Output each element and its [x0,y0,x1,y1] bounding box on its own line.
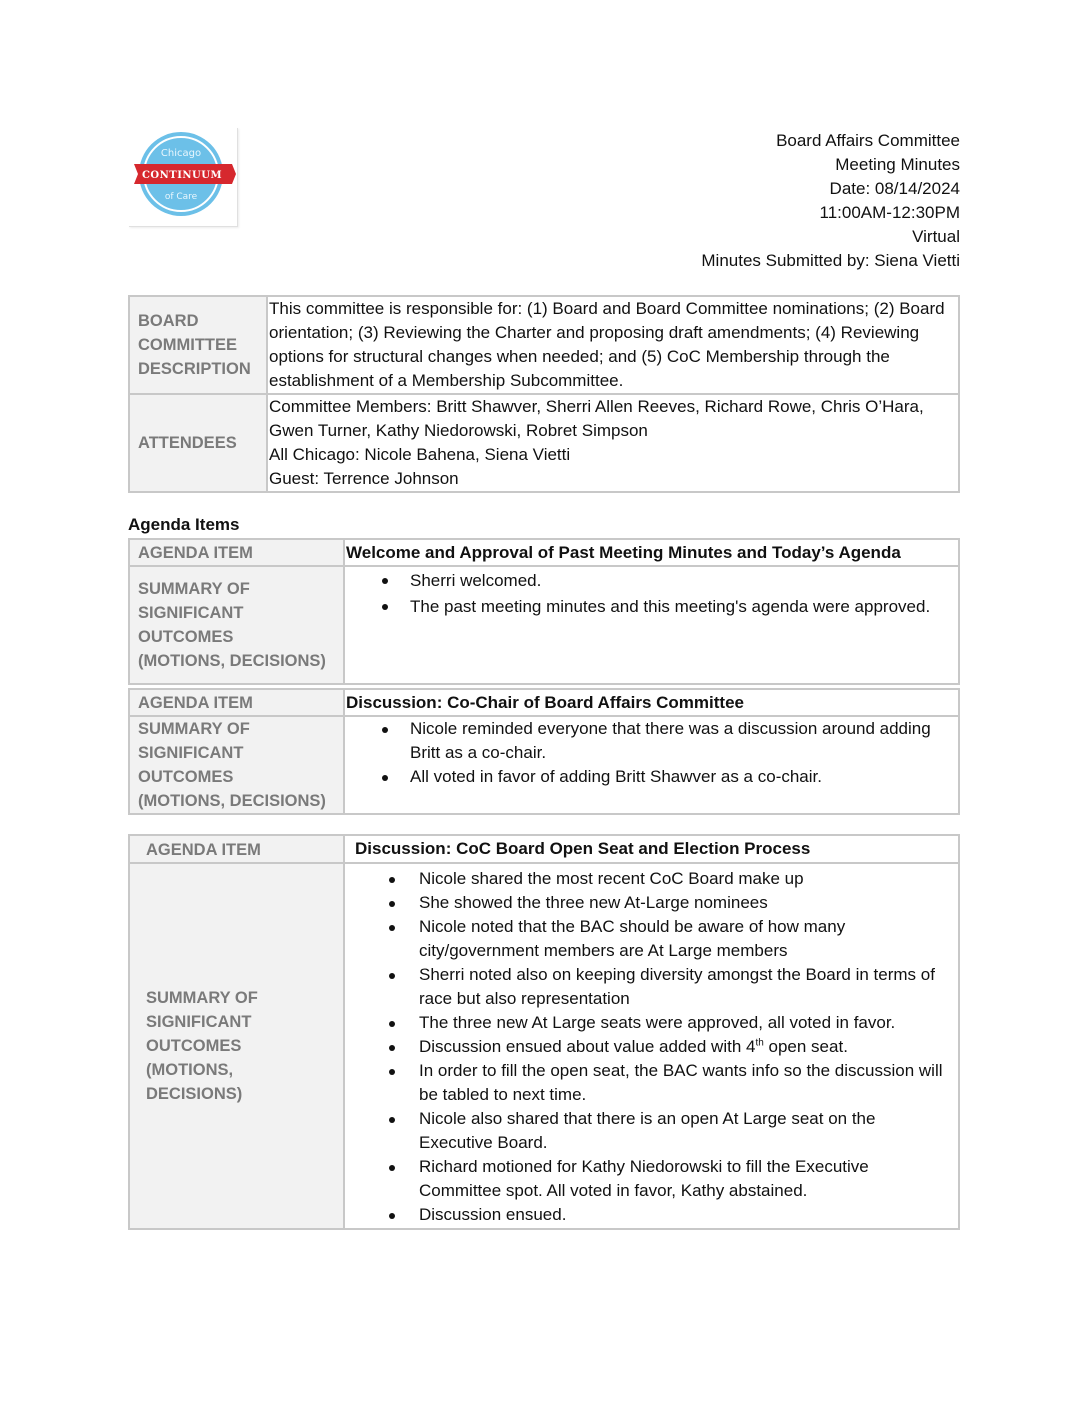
outcome-item: Sherri noted also on keeping diversity amongst the Board in terms of race but also representation [345,963,958,1011]
logo-badge-icon [128,127,237,226]
chicago-continuum-of-care-logo [128,127,237,226]
outcome-item [345,1035,958,1059]
label-line: DESCRIPTION [138,360,251,378]
outcomes-row [129,566,959,684]
description-row [129,296,959,394]
summary-label [129,863,344,1229]
label-line: (MOTIONS, DECISIONS) [138,652,326,670]
attendees-list [267,394,959,492]
agenda-item-table [128,688,960,815]
agenda-item-label: AGENDA ITEM [129,835,344,863]
outcome-text: open seat. [763,1037,848,1056]
agenda-item-row [129,689,959,716]
outcome-item: Richard motioned for Kathy Niedorowski to fill the Executive Committee spot. All voted in favor, Kathy abstained. [345,1155,958,1203]
meeting-header [701,129,960,273]
summary-label [129,566,344,684]
logo-banner-text: CONTINUUM [141,170,223,181]
outcome-item: Nicole shared the most recent CoC Board make up [345,867,958,891]
label-line: SUMMARY OF [146,989,258,1007]
document-type: Meeting Minutes [835,155,960,174]
agenda-section-title: Agenda Items [128,515,240,534]
agenda-item-table [128,834,960,1230]
attendees-guest: Guest: Terrence Johnson [269,469,459,488]
logo-bottom-text: of Care [164,192,198,202]
outcome-item: All voted in favor of adding Britt Shawver as a co-chair. [345,765,958,789]
meeting-date: Date: 08/14/2024 [829,179,960,198]
outcome-item: Nicole reminded everyone that there was a discussion around adding Britt as a co-chair. [345,717,958,765]
outcomes-list-cell [344,863,959,1229]
meeting-location: Virtual [912,227,960,246]
minutes-submitted-by: Minutes Submitted by: Siena Vietti [701,251,960,270]
agenda-item-label: AGENDA ITEM [129,689,344,716]
attendees-row [129,394,959,492]
outcome-item: The three new At Large seats were approved, all voted in favor. [345,1011,958,1035]
label-line: SIGNIFICANT [146,1013,252,1031]
outcome-item: Sherri welcomed. [345,568,958,594]
agenda-item-label: AGENDA ITEM [129,539,344,566]
label-line: SIGNIFICANT OUTCOMES [138,744,244,786]
label-line: COMMITTEE [138,336,237,354]
agenda-item-row [129,835,959,863]
logo-top-text: Chicago [160,148,202,159]
outcome-text: Discussion ensued about value added with 4 [419,1037,756,1056]
label-line: (MOTIONS, [146,1061,234,1079]
attendees-committee-members: Committee Members: Britt Shawver, Sherri Allen Reeves, Richard Rowe, Chris O’Hara, Gwen Turner, Kathy Niedorowski, Robret Simpson [269,397,924,440]
outcomes-list-cell [344,716,959,814]
agenda-item-table [128,538,960,685]
attendees-label: ATTENDEES [129,394,267,492]
label-line: SUMMARY OF [138,580,250,598]
label-line: SUMMARY OF [138,720,250,738]
committee-info-table [128,295,960,493]
outcome-item: The past meeting minutes and this meeting's agenda were approved. [345,594,958,620]
agenda-item-title: Welcome and Approval of Past Meeting Minutes and Today’s Agenda [344,539,959,566]
committee-description: This committee is responsible for: (1) Board and Board Committee nominations; (2) Board orientation; (3) Reviewing the Charter and proposing draft amendments; (4) Reviewing options for structural changes when needed; and (5) CoC Membership through the establishment of a Membership Subcommittee. [267,296,959,394]
label-line: OUTCOMES [146,1037,242,1055]
description-label [129,296,267,394]
ordinal-suffix: th [755,1037,764,1049]
outcome-item: She showed the three new At-Large nominees [345,891,958,915]
outcomes-row [129,863,959,1229]
label-line: (MOTIONS, DECISIONS) [138,792,326,810]
agenda-item-row [129,539,959,566]
label-line: SIGNIFICANT OUTCOMES [138,604,244,646]
label-line: DECISIONS) [146,1085,243,1103]
meeting-time: 11:00AM-12:30PM [819,203,960,222]
committee-name: Board Affairs Committee [776,131,960,150]
summary-label [129,716,344,814]
outcome-item: Discussion ensued. [345,1203,958,1227]
agenda-item-title: Discussion: CoC Board Open Seat and Election Process [344,835,959,863]
outcomes-list [345,568,958,620]
outcomes-list-cell [344,566,959,684]
outcome-item: Nicole noted that the BAC should be aware of how many city/government members are At Large members [345,915,958,963]
label-line: BOARD [138,312,199,330]
outcomes-list [345,717,958,789]
attendees-all-chicago: All Chicago: Nicole Bahena, Siena Vietti [269,445,571,464]
outcomes-list [345,867,958,1227]
outcome-item: In order to fill the open seat, the BAC wants info so the discussion will be tabled to next time. [345,1059,958,1107]
agenda-item-title: Discussion: Co-Chair of Board Affairs Committee [344,689,959,716]
outcome-item: Nicole also shared that there is an open At Large seat on the Executive Board. [345,1107,958,1155]
outcomes-row [129,716,959,814]
